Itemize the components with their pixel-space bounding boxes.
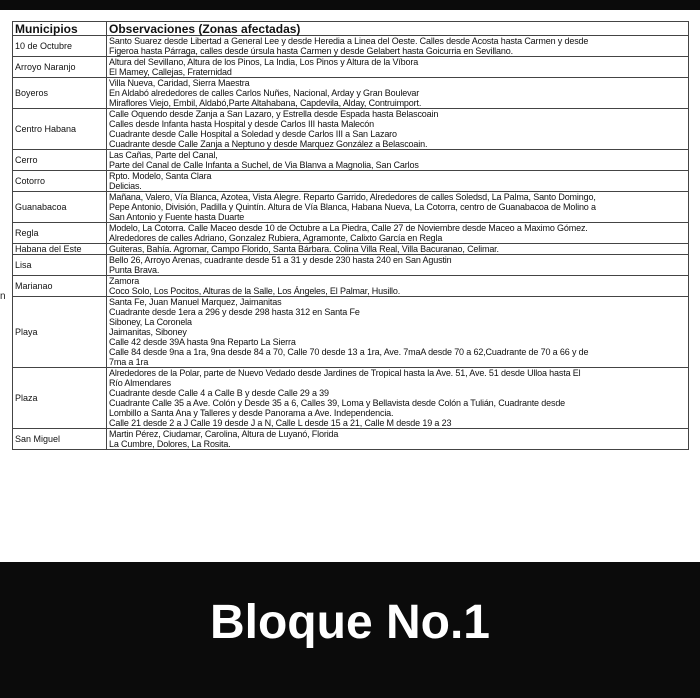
observation-line: Cuadrante desde Calle Zanja a Neptuno y desde Marquez González a Belascoain. [109,139,428,149]
observation-line: Río Almendares [109,378,171,388]
affected-zones-table [12,21,689,450]
caption-text: Bloque No.1 [209,596,490,649]
table-row [13,150,689,171]
observation-line: Punta Brava. [109,265,160,275]
table-row [13,57,689,78]
observation-line: Zamora [109,276,140,286]
observation-line: Cuadrante Calle 35 a Ave. Colón y Desde 35 a 6, Calles 39, Loma y Bellavista desde Colón a Tulián, Cuadrante desde [109,398,566,408]
left-edge-fragment: n [0,291,6,302]
municipio-cell: Lisa [13,255,107,276]
observation-line: Siboney, La Coronela [109,317,192,327]
observation-line: Delicias. [109,181,142,191]
observation-line: Calle Oquendo desde Zanja a San Lazaro, y Estrella desde Espada hasta Belascoain [109,109,439,119]
table-row [13,297,689,368]
municipio-cell: Boyeros [13,78,107,109]
observation-line: Bello 26, Arroyo Arenas, cuadrante desde 51 a 31 y desde 230 hasta 240 en San Agustin [109,255,452,265]
table-row [13,109,689,150]
observaciones-cell [107,368,689,429]
municipio-cell: Guanabacoa [13,192,107,223]
table-body [13,36,689,450]
municipio-cell: Playa [13,297,107,368]
municipio-cell: Plaza [13,368,107,429]
observaciones-cell [107,276,689,297]
municipio-cell: Regla [13,223,107,244]
header-observaciones: Observaciones (Zonas afectadas) [107,22,689,36]
municipio-cell: Habana del Este [13,244,107,255]
table-row [13,223,689,244]
observation-line: Calles desde Infanta hasta Hospital y desde Carlos III hasta Malecón [109,119,374,129]
observation-line: Martin Pérez, Ciudamar, Carolina, Altura de Luyanó, Florida [109,429,339,439]
observaciones-cell [107,192,689,223]
observaciones-cell [107,297,689,368]
municipio-cell: Cotorro [13,171,107,192]
table-row [13,255,689,276]
observation-line: Calle 84 desde 9na a 1ra, 9na desde 84 a 70, Calle 70 desde 13 a 1ra, Ave. 7maA desde 70 a 62,Cuadrante de 70 a 66 y de [109,347,589,357]
observation-line: Villa Nueva, Caridad, Sierra Maestra [109,78,250,88]
top-black-bar [0,0,700,10]
observation-line: Altura del Sevillano, Altura de los Pinos, La India, Los Pinos y Altura de la Víbora [109,57,419,67]
observation-line: Coco Solo, Los Pocitos, Alturas de la Salle, Los Ángeles, El Palmar, Husillo. [109,286,401,296]
municipio-cell: Marianao [13,276,107,297]
observation-line: Pepe Antonio, División, Padilla y Quintín. Altura de Vía Blanca, Habana Nueva, La Cotorra, centro de Guanabacoa de Molino a [109,202,596,212]
observation-line: Lombillo a Santa Ana y Talleres y desde Panorama a Ave. Independencia. [109,408,394,418]
observaciones-cell [107,429,689,450]
municipio-cell: 10 de Octubre [13,36,107,57]
table-row [13,171,689,192]
header-municipios: Municipios [13,22,107,36]
observation-line: Jaimanitas, Siboney [109,327,187,337]
observation-line: Cuadrante desde 1era a 296 y desde 298 hasta 312 en Santa Fe [109,307,360,317]
observation-line: Cuadrante desde Calle 4 a Calle B y desde Calle 29 a 39 [109,388,329,398]
observaciones-cell [107,255,689,276]
observaciones-cell [107,57,689,78]
observation-line: En Aldabó alrededores de calles Carlos Nuñes, Nacional, Arday y Gran Boulevar [109,88,420,98]
municipio-cell: Centro Habana [13,109,107,150]
observaciones-cell [107,109,689,150]
observaciones-cell [107,223,689,244]
observation-line: Santa Fe, Juan Manuel Marquez, Jaimanitas [109,297,282,307]
table-row [13,276,689,297]
observation-line: Calle 21 desde 2 a J Calle 19 desde J a N, Calle L desde 15 a 21, Calle M desde 19 a 23 [109,418,452,428]
table-row [13,368,689,429]
observation-line: Mañana, Valero, Vía Blanca, Azotea, Vista Alegre. Reparto Garrido, Alrededores de calles Soledsd, La Palma, Santo Domingo, [109,192,596,202]
municipio-cell: Arroyo Naranjo [13,57,107,78]
observation-line: Santo Suarez desde Libertad a General Lee y desde Heredia a Linea del Oeste. Calles desde Acosta hasta Carmen y desde [109,36,589,46]
table-row [13,78,689,109]
observation-line: 7ma a 1ra [109,357,149,367]
municipio-cell: San Miguel [13,429,107,450]
observaciones-cell [107,171,689,192]
observation-line: Cuadrante desde Calle Hospital a Soledad y desde Carlos III a San Lazaro [109,129,397,139]
observation-line: Modelo, La Cotorra. Calle Maceo desde 10 de Octubre a La Piedra, Calle 27 de Noviembre desde Maceo a Maximo Gómez. [109,223,588,233]
table-row [13,244,689,255]
observation-line: Las Cañas, Parte del Canal, [109,150,218,160]
observaciones-cell [107,78,689,109]
table-row [13,36,689,57]
observation-line: El Mamey, Callejas, Fraternidad [109,67,232,77]
observation-line: Miraflores Viejo, Embil, Aldabó,Parte Altahabana, Capdevila, Alday, Contruimport. [109,98,422,108]
table-row [13,192,689,223]
observation-line: San Antonio y Fuente hasta Duarte [109,212,245,222]
observaciones-cell [107,150,689,171]
observation-line: Alrededores de la Polar, parte de Nuevo Vedado desde Jardines de Tropical hasta la Ave. 51, Ave. 51 desde Ulloa hasta El [109,368,581,378]
observation-line: La Cumbre, Dolores, La Rosita. [109,439,231,449]
observation-line: Parte del Canal de Calle Infanta a Suchel, de Via Blanva a Magnolia, San Carlos [109,160,419,170]
observation-line: Alrededores de calles Adriano, Gonzalez Rubiera, Agramonte, Calixto García en Regla [109,233,443,243]
observaciones-cell [107,244,689,255]
observation-line: Rpto. Modelo, Santa Clara [109,171,212,181]
municipio-cell: Cerro [13,150,107,171]
observation-line: Calle 42 desde 39A hasta 9na Reparto La Sierra [109,337,296,347]
observation-line: Figeroa hasta Párraga, calles desde úrsula hasta Carmen y desde Gelabert hasta Goicurria en Sevillano. [109,46,513,56]
observaciones-cell [107,36,689,57]
table-header-row [13,22,689,36]
table-row [13,429,689,450]
observation-line: Guiteras, Bahía. Agromar, Campo Florido, Santa Bárbara. Colina Villa Real, Villa Bacuranao, Celimar. [109,244,499,254]
